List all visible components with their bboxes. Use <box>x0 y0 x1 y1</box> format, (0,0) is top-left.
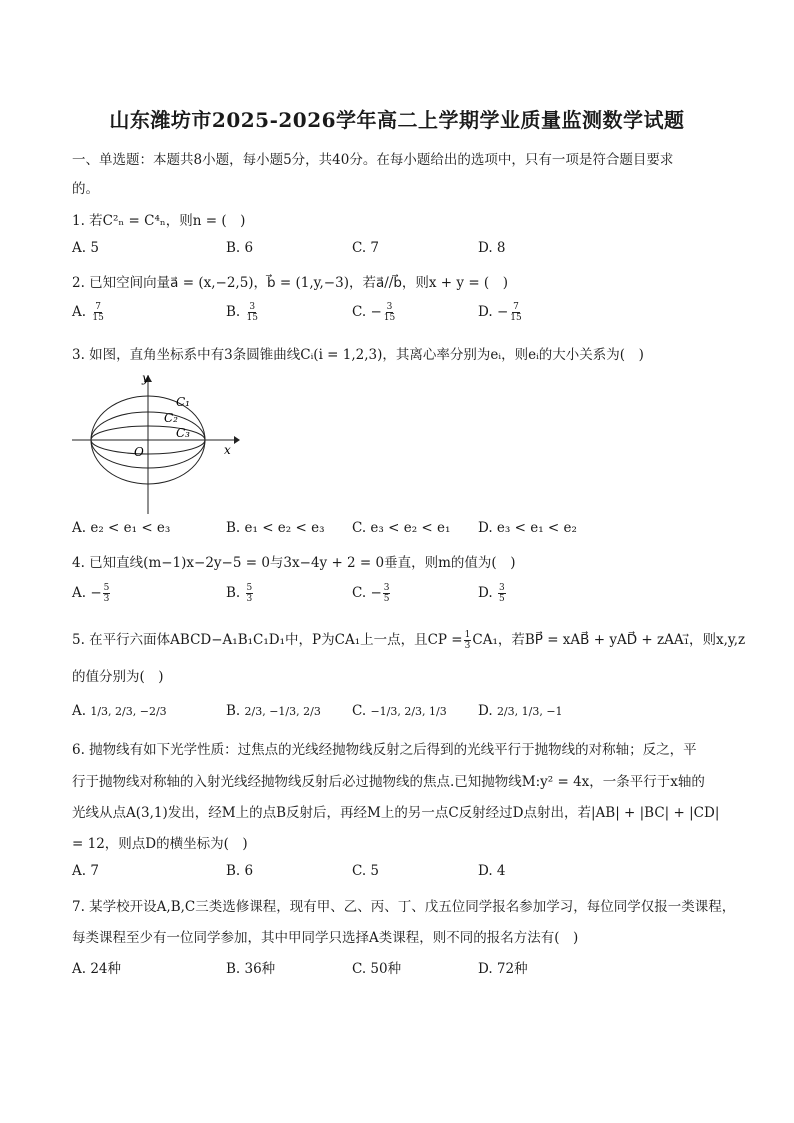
q3-option-a: A. e₂ < e₁ < e₃ <box>72 520 171 536</box>
q7-option-c: C. 50种 <box>352 961 402 977</box>
q6-option-a: A. 7 <box>72 863 99 879</box>
q6-option-c: C. 5 <box>352 863 380 879</box>
q3-option-b: B. e₁ < e₂ < e₃ <box>226 520 325 536</box>
curve-label-c2: C₂ <box>164 411 178 425</box>
q1-option-c: C. 7 <box>352 240 380 256</box>
q2-option-c: C. − $\frac{3}{15}$ <box>352 302 396 323</box>
section-instructions-cont: 的。 <box>72 181 99 197</box>
q6-line-1: 6. 抛物线有如下光学性质：过焦点的光线经抛物线反射之后得到的光线平行于抛物线的对称轴；反之，平 <box>72 742 697 758</box>
q3-option-d: D. e₃ < e₁ < e₂ <box>478 520 577 536</box>
conic-sections-figure <box>70 366 240 516</box>
section-instructions: 一、单选题：本题共8小题，每小题5分，共40分。在每小题给出的选项中，只有一项是符合题目要求 <box>72 152 674 168</box>
q5-option-c: C. −1/3, 2/3, 1/3 <box>352 703 447 719</box>
q6-option-b: B. 6 <box>226 863 254 879</box>
x-axis-arrow <box>234 436 240 444</box>
q6-line-3: 光线从点A(3,1)发出，经M上的点B反射后，再经M上的另一点C反射经过D点射出，若|AB| + |BC| + |CD| <box>72 805 720 821</box>
q5-option-d: D. 2/3, 1/3, −1 <box>478 703 563 719</box>
q7-option-a: A. 24种 <box>72 961 122 977</box>
q2-option-d: D. − $\frac{7}{15}$ <box>478 302 522 323</box>
q2-option-b: B. $\frac{3}{15}$ <box>226 302 258 323</box>
q3-option-c: C. e₃ < e₂ < e₁ <box>352 520 451 536</box>
q7-option-b: B. 36种 <box>226 961 276 977</box>
curve-label-c3: C₃ <box>176 426 190 440</box>
q4-stem: 4. 已知直线(m−1)x−2y−5 = 0与3x−4y + 2 = 0垂直，则m的值为( ) <box>72 555 516 571</box>
q1-option-b: B. 6 <box>226 240 254 256</box>
page-title: 山东潍坊市2025-2026学年高二上学期学业质量监测数学试题 <box>109 108 685 132</box>
q7-line-2: 每类课程至少有一位同学参加，其中甲同学只选择A类课程，则不同的报名方法有( ) <box>72 930 579 946</box>
q4-option-a: A. − $\frac{5}{3}$ <box>72 583 110 604</box>
q2-option-a: A. $\frac{7}{15}$ <box>72 302 104 323</box>
q2-stem: 2. 已知空间向量a⃗ = (x,−2,5)，b⃗ = (1,y,−3)，若a⃗//b⃗，则x + y = ( ) <box>72 275 508 291</box>
q1-option-d: D. 8 <box>478 240 506 256</box>
q5-option-a: A. 1/3, 2/3, −2/3 <box>72 703 167 719</box>
x-axis-label: x <box>224 443 231 457</box>
origin-label: O <box>134 445 144 459</box>
q1-stem: 1. 若C²ₙ = C⁴ₙ，则n = ( ) <box>72 213 246 229</box>
q7-option-d: D. 72种 <box>478 961 528 977</box>
q4-option-d: D. $\frac{3}{5}$ <box>478 583 505 604</box>
q6-line-2: 行于抛物线对称轴的入射光线经抛物线反射后必过抛物线的焦点.已知抛物线M:y² = 4x，一条平行于x轴的 <box>72 774 705 790</box>
curve-label-c1: C₁ <box>176 395 190 409</box>
q7-line-1: 7. 某学校开设A,B,C三类选修课程，现有甲、乙、丙、丁、戊五位同学报名参加学习，每位同学仅报一类课程， <box>72 899 736 915</box>
q4-option-c: C. − $\frac{3}{5}$ <box>352 583 390 604</box>
q5-option-b: B. 2/3, −1/3, 2/3 <box>226 703 321 719</box>
q3-stem: 3. 如图，直角坐标系中有3条圆锥曲线Cᵢ(i = 1,2,3)，其离心率分别为eᵢ，则eᵢ的大小关系为( ) <box>72 347 644 363</box>
q5-stem: 5. 在平行六面体ABCD−A₁B₁C₁D₁中，P为CA₁上一点，且CP = $\frac{1}{3}$ CA₁，若BP⃗ = xAB⃗ + yAD⃗ + zAA₁⃗，则x,y,z <box>72 630 746 651</box>
q6-option-d: D. 4 <box>478 863 506 879</box>
q1-option-a: A. 5 <box>72 240 99 256</box>
q5-stem-cont: 的值分别为( ) <box>72 669 164 685</box>
q6-line-4: = 12，则点D的横坐标为( ) <box>72 836 248 852</box>
q4-option-b: B. $\frac{5}{3}$ <box>226 583 253 604</box>
y-axis-label: y <box>142 371 149 385</box>
